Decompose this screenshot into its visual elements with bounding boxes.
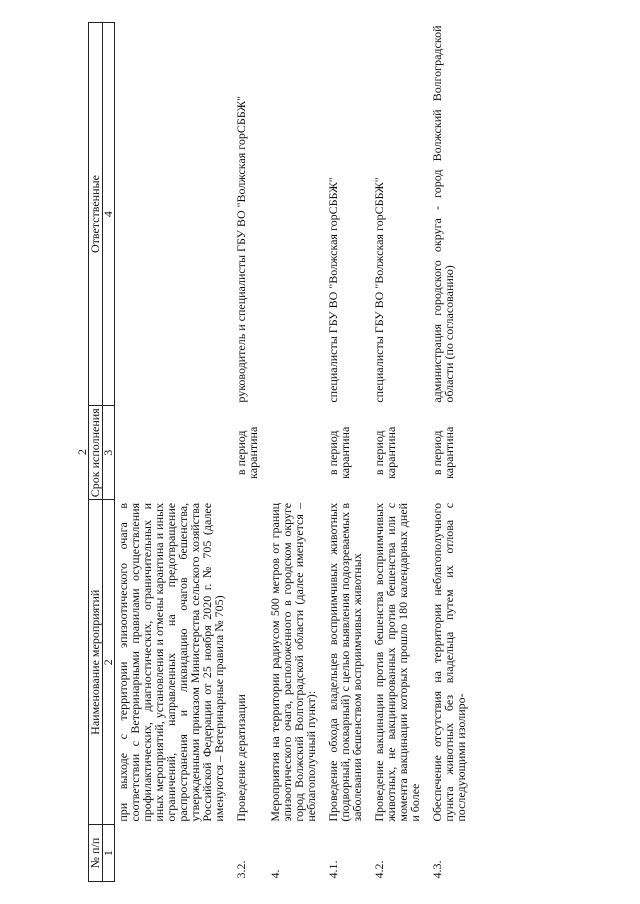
- measures-table: [88, 22, 475, 882]
- table-row: [429, 23, 475, 882]
- table-row: [267, 23, 325, 882]
- header-responsible: Ответственные: [89, 23, 103, 406]
- row-num: 4.2.: [372, 860, 386, 879]
- row-num: 4.1.: [326, 860, 340, 879]
- row-name: Обеспечение отсутствия на территории неблагополучного пункта животных без владельца путем их отлова с последующими изолиро-: [430, 502, 468, 822]
- row-num: 4.3.: [430, 860, 444, 879]
- row-name: при выходе с территории эпизоотического очага в соответствии с Ветеринарными правилами осуществления профилактических, диагностических, ограничительных и иных мероприятий, установления и отмены карантина и иных ограничений, направленных на предотвращение распространения и ликвидацию очагов бешенства, утвержденными приказом Министерства сельского хозяйства Российской Федерации от 25 ноября 2020 г. № 705 (далее именуются – Ветеринарные правила № 705): [116, 502, 226, 822]
- row-responsible: специалисты ГБУ ВО "Волжская горСББЖ": [372, 177, 386, 403]
- row-term: в период карантина: [234, 426, 260, 479]
- page-number: 2: [75, 449, 89, 455]
- row-num: 4.: [268, 869, 282, 879]
- column-number: 3: [103, 406, 115, 500]
- header-name: Наименование мероприятий: [89, 500, 103, 825]
- row-responsible: специалисты ГБУ ВО "Волжская горСББЖ": [326, 177, 340, 403]
- header-num: № п/п: [89, 825, 103, 882]
- table-row: [233, 23, 267, 882]
- row-name: Проведение дератизации: [234, 694, 248, 822]
- row-name: Мероприятия на территории радиусом 500 метров от границ эпизоотического очага, расположенного в городском округе город Волжский Волгоградской области (далее именуется – неблагополучный пункт):: [268, 502, 318, 822]
- row-responsible: [267, 23, 325, 406]
- row-responsible: руководитель и специалисты ГБУ ВО "Волжская горСББЖ": [234, 96, 248, 403]
- table-row: [325, 23, 371, 882]
- table-row: [371, 23, 429, 882]
- column-number: 2: [103, 500, 115, 825]
- table-row: [115, 23, 234, 882]
- row-name: Проведение обхода владельцев восприимчивых животных (подворный, покварный) с целью выявления подозреваемых в заболевании бешенством восприимчивых животных: [326, 502, 364, 822]
- header-term: Срок исполнения: [89, 406, 103, 500]
- row-num: [115, 825, 234, 882]
- row-term: в период карантина: [326, 426, 352, 479]
- column-number: 1: [103, 825, 115, 882]
- table-header: [89, 23, 115, 882]
- column-number: 4: [103, 23, 115, 406]
- row-term: в период карантина: [372, 426, 398, 479]
- row-term: в период карантина: [430, 426, 456, 479]
- row-responsible: администрация городского округа - город Волжский Волгоградской области (по согласованию): [430, 25, 456, 403]
- row-term: [267, 406, 325, 500]
- row-term: [115, 406, 234, 500]
- row-responsible: [115, 23, 234, 406]
- row-name: Проведение вакцинации против бешенства восприимчивых животных, не вакцинированных против бешенства или с момента вакцинации которых прошло 180 календарных дней и более: [372, 502, 422, 822]
- row-num: 3.2.: [234, 860, 248, 879]
